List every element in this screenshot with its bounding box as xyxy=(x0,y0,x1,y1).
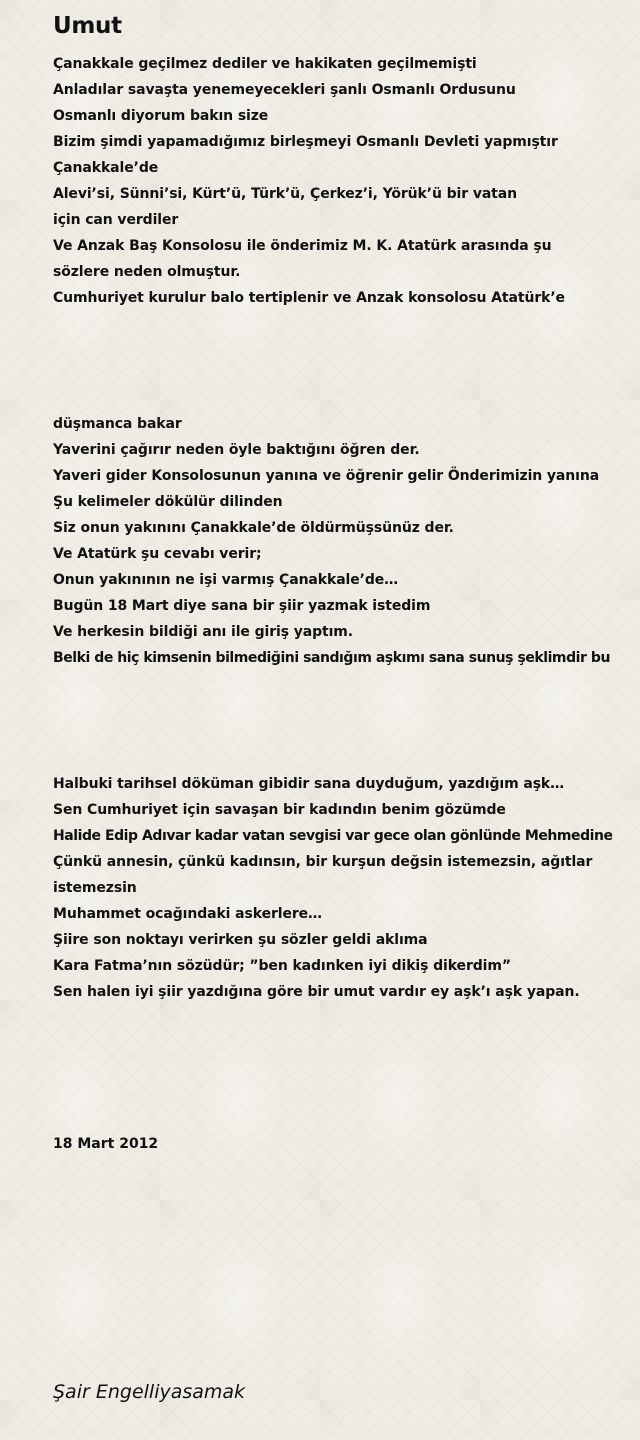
poem-line: Çanakkale’de xyxy=(53,160,159,176)
poem-line: Ve Atatürk şu cevabı verir; xyxy=(53,546,262,562)
poem-line: Cumhuriyet kurulur balo tertiplenir ve Anzak konsolosu Atatürk’e xyxy=(53,290,565,306)
poem-line: Sen Cumhuriyet için savaşan bir kadındın benim gözümde xyxy=(53,802,506,818)
poem-line: istemezsin xyxy=(53,880,137,896)
poem-line: Yaveri gider Konsolosunun yanına ve öğrenir gelir Önderimizin yanına xyxy=(53,468,600,484)
poem-line: Siz onun yakınını Çanakkale’de öldürmüşsünüz der. xyxy=(53,520,454,536)
poem-line: Halide Edip Adıvar kadar vatan sevgisi var gece olan gönlünde Mehmedine xyxy=(53,828,613,844)
poem-line: Sen halen iyi şiir yazdığına göre bir umut vardır ey aşk’ı aşk yapan. xyxy=(53,984,580,1000)
poem-line: Anladılar savaşta yenemeyecekleri şanlı Osmanlı Ordusunu xyxy=(53,82,516,98)
poem-line: Ve herkesin bildiği anı ile giriş yaptım. xyxy=(53,624,354,640)
poem-line: Şiire son noktayı verirken şu sözler geldi aklıma xyxy=(53,932,428,948)
poem-line: Onun yakınının ne işi varmış Çanakkale’de… xyxy=(53,572,399,588)
poem-author: Şair Engelliyasamak xyxy=(53,1381,246,1403)
poem-line: Kara Fatma’nın sözüdür; ”ben kadınken iyi dikiş dikerdim” xyxy=(53,958,511,974)
poem-line: düşmanca bakar xyxy=(53,416,182,432)
poem-line: Çanakkale geçilmez dediler ve hakikaten geçilmemişti xyxy=(53,56,477,72)
poem-line: Ve Anzak Baş Konsolosu ile önderimiz M. K. Atatürk arasında şu xyxy=(53,238,552,254)
poem-date: 18 Mart 2012 xyxy=(53,1136,159,1152)
poem-line: Yaverini çağırır neden öyle baktığını öğren der. xyxy=(53,442,420,458)
poem-line: Şu kelimeler dökülür dilinden xyxy=(53,494,283,510)
poem-line: Çünkü annesin, çünkü kadınsın, bir kurşun değsin istemezsin, ağıtlar xyxy=(53,854,593,870)
poem-line: Osmanlı diyorum bakın size xyxy=(53,108,269,124)
poem-line: Belki de hiç kimsenin bilmediğini sandığım aşkımı sana sunuş şeklimdir bu xyxy=(53,650,610,666)
poem-line: sözlere neden olmuştur. xyxy=(53,264,241,280)
poem-line: Alevi’si, Sünni’si, Kürt’ü, Türk’ü, Çerkez’i, Yörük’ü bir vatan xyxy=(53,186,517,202)
poem-line: Muhammet ocağındaki askerlere… xyxy=(53,906,322,922)
poem-line: Bizim şimdi yapamadığımız birleşmeyi Osmanlı Devleti yapmıştır xyxy=(53,134,558,150)
poem-line: için can verdiler xyxy=(53,212,179,228)
poem-title: Umut xyxy=(53,13,122,39)
poem-line: Halbuki tarihsel döküman gibidir sana duyduğum, yazdığım aşk… xyxy=(53,776,565,792)
poem-line: Bugün 18 Mart diye sana bir şiir yazmak istedim xyxy=(53,598,431,614)
